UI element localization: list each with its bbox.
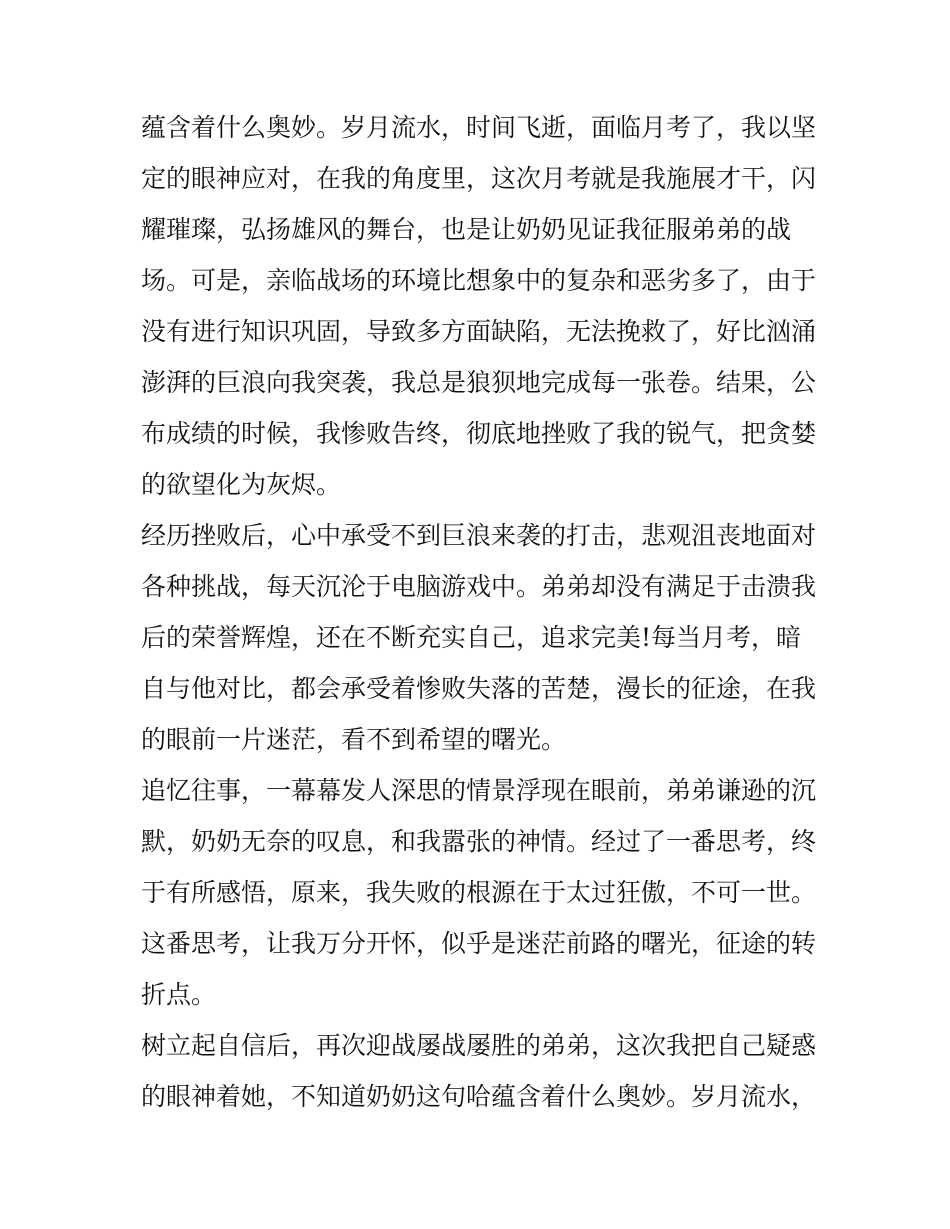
text-line: 追忆往事，一幕幕发人深思的情景浮现在眼前，弟弟谦逊的沉 xyxy=(141,776,817,805)
text-line: 耀璀璨，弘扬雄风的舞台，也是让奶奶见证我征服弟弟的战 xyxy=(141,215,792,244)
text-line: 后的荣誉辉煌，还在不断充实自己，追求完美!每当月考，暗 xyxy=(141,623,802,652)
text-line: 澎湃的巨浪向我突袭，我总是狼狈地完成每一张卷。结果，公 xyxy=(141,368,817,397)
text-line: 这番思考，让我万分开怀，似乎是迷茫前路的曙光，征途的转 xyxy=(141,929,817,958)
text-line: 自与他对比，都会承受着惨败失落的苦楚，漫长的征途，在我 xyxy=(141,674,817,703)
text-line: 默，奶奶无奈的叹息，和我嚣张的神情。经过了一番思考，终 xyxy=(141,827,817,856)
text-line: 蕴含着什么奥妙。岁月流水，时间飞逝，面临月考了，我以坚 xyxy=(141,113,817,142)
text-line: 场。可是，亲临战场的环境比想象中的复杂和恶劣多了，由于 xyxy=(141,266,817,295)
body-text xyxy=(141,102,821,1122)
text-line: 定的眼神应对，在我的角度里，这次月考就是我施展才干，闪 xyxy=(141,164,817,193)
text-line: 树立起自信后，再次迎战屡战屡胜的弟弟，这次我把自己疑惑 xyxy=(141,1031,817,1060)
text-line: 的眼前一片迷茫，看不到希望的曙光。 xyxy=(141,725,567,754)
text-line: 于有所感悟，原来，我失败的根源在于太过狂傲，不可一世。 xyxy=(141,878,817,907)
text-line: 的眼神着她，不知道奶奶这句哈蕴含着什么奥妙。岁月流水， xyxy=(141,1082,817,1111)
text-line: 没有进行知识巩固，导致多方面缺陷，无法挽救了，好比汹涌 xyxy=(141,317,817,346)
text-line: 的欲望化为灰烬。 xyxy=(141,470,342,499)
text-line: 经历挫败后，心中承受不到巨浪来袭的打击，悲观沮丧地面对 xyxy=(141,521,817,550)
text-line: 布成绩的时候，我惨败告终，彻底地挫败了我的锐气，把贪婪 xyxy=(141,419,817,448)
text-line: 各种挑战，每天沉沦于电脑游戏中。弟弟却没有满足于击溃我 xyxy=(141,572,817,601)
text-line: 折点。 xyxy=(141,980,217,1009)
